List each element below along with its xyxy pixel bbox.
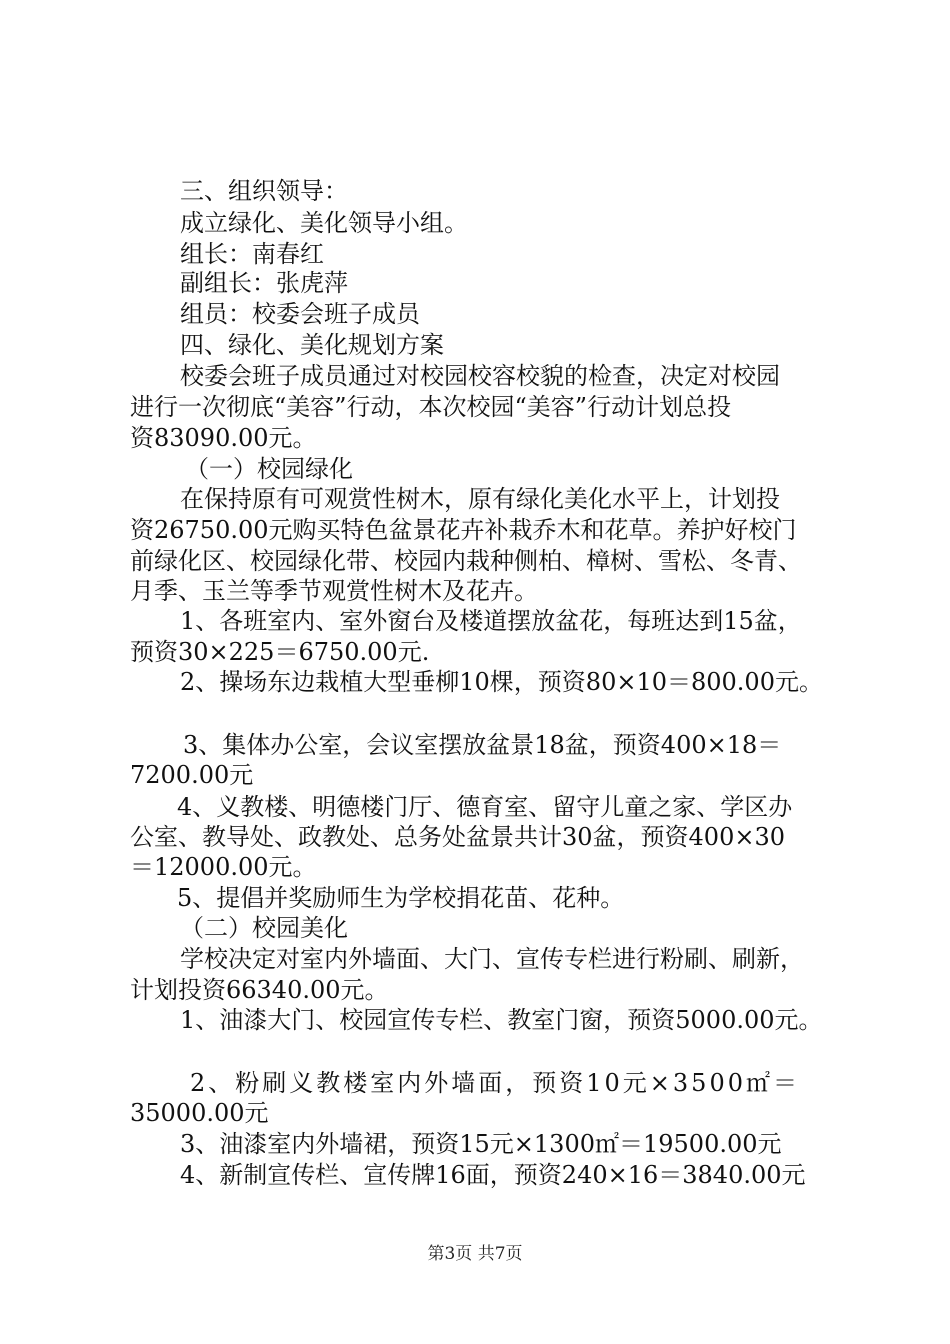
list-item-line: 35000.00元 bbox=[130, 1099, 269, 1127]
paragraph-line: 校委会班子成员通过对校园校容校貌的检查，决定对校园 bbox=[180, 362, 780, 390]
list-item-line: 4、新制宣传栏、宣传牌16面，预资240×16＝3840.00元 bbox=[180, 1161, 806, 1189]
paragraph-line: 前绿化区、校园绿化带、校园内栽种侧柏、樟树、雪松、冬青、 bbox=[130, 547, 802, 575]
list-item-line: 2、操场东边栽植大型垂柳10棵，预资80×10＝800.00元。 bbox=[180, 668, 823, 696]
subsection-heading-beautification: （二）校园美化 bbox=[180, 914, 348, 942]
list-item-line: 预资30×225＝6750.00元. bbox=[130, 638, 430, 666]
list-item-line: 3、油漆室内外墙裙，预资15元×1300㎡＝19500.00元 bbox=[180, 1130, 782, 1158]
text-line: 组长：南春红 bbox=[180, 240, 324, 268]
list-item-line: 2、粉刷义教楼室内外墙面，预资10元×3500㎡＝ bbox=[190, 1069, 800, 1097]
list-item-line: 7200.00元 bbox=[130, 761, 254, 789]
text-line: 副组长：张虎萍 bbox=[180, 269, 348, 297]
paragraph-line: 资83090.00元。 bbox=[130, 424, 317, 452]
list-item-line: 4、义教楼、明德楼门厅、德育室、留守儿童之家、学区办 bbox=[177, 793, 793, 821]
text-line: 成立绿化、美化领导小组。 bbox=[180, 209, 468, 237]
list-item-line: ＝12000.00元。 bbox=[130, 853, 317, 881]
section-heading-plan: 四、绿化、美化规划方案 bbox=[180, 331, 444, 359]
subsection-heading-greening: （一）校园绿化 bbox=[185, 455, 353, 483]
paragraph-line: 资26750.00元购买特色盆景花卉补栽乔木和花草。养护好校门 bbox=[130, 516, 797, 544]
list-item-line: 公室、教导处、政教处、总务处盆景共计30盆，预资400×30 bbox=[130, 823, 785, 851]
list-item-line: 3、集体办公室，会议室摆放盆景18盆，预资400×18＝ bbox=[183, 731, 782, 759]
page-footer: 第3页 共7页 bbox=[427, 1244, 523, 1264]
list-item-line: 1、各班室内、室外窗台及楼道摆放盆花，每班达到15盆， bbox=[180, 607, 802, 635]
paragraph-line: 进行一次彻底“美容”行动，本次校园“美容”行动计划总投 bbox=[130, 393, 732, 421]
list-item-line: 1、油漆大门、校园宣传专栏、教室门窗，预资5000.00元。 bbox=[180, 1006, 823, 1034]
paragraph-line: 在保持原有可观赏性树木，原有绿化美化水平上，计划投 bbox=[180, 485, 780, 513]
paragraph-line: 月季、玉兰等季节观赏性树木及花卉。 bbox=[130, 577, 538, 605]
text-line: 组员：校委会班子成员 bbox=[180, 300, 420, 328]
list-item-line: 5、提倡并奖励师生为学校捐花苗、花种。 bbox=[177, 884, 625, 912]
paragraph-line: 学校决定对室内外墙面、大门、宣传专栏进行粉刷、刷新， bbox=[180, 945, 804, 973]
paragraph-line: 计划投资66340.00元。 bbox=[130, 976, 389, 1004]
section-heading-organization: 三、组织领导： bbox=[180, 177, 348, 205]
